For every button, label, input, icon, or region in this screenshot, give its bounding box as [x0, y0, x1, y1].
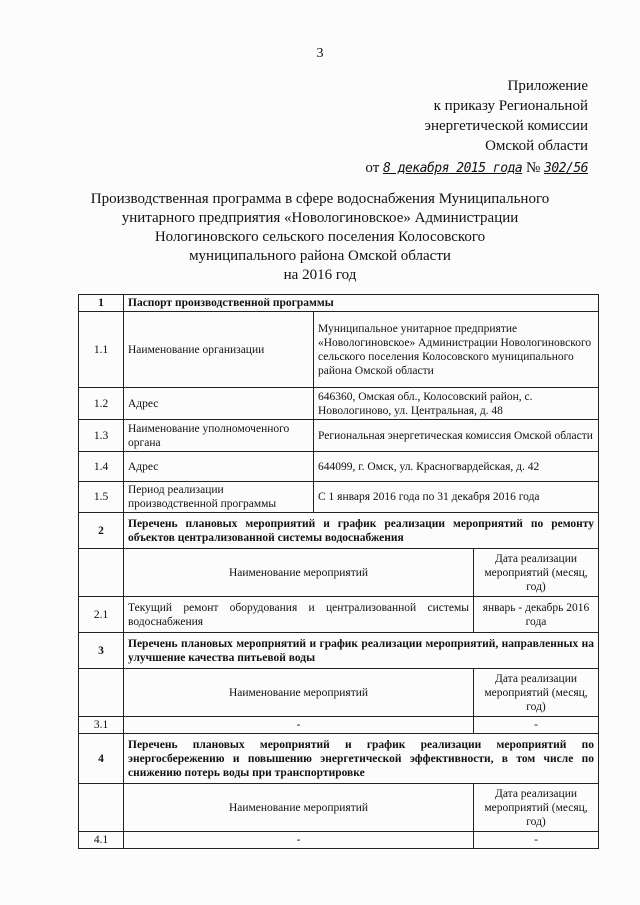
- appendix-line: Омской области: [485, 138, 588, 154]
- row-label: Адрес: [124, 388, 314, 420]
- title-line: Нологиновского сельского поселения Колосовского: [154, 229, 486, 245]
- row-value: 646360, Омская обл., Колосовский район, с. Новологиново, ул. Центральная, д. 48: [314, 388, 599, 420]
- order-date-line: [365, 158, 588, 179]
- table-row: [79, 452, 599, 482]
- appendix-line: к приказу Региональной: [433, 98, 588, 114]
- table-row: [79, 388, 599, 420]
- date-prefix: от: [365, 160, 380, 176]
- row-label: Адрес: [124, 452, 314, 482]
- row-value: 644099, г. Омск, ул. Красногвардейская, д. 42: [314, 452, 599, 482]
- title-line: на 2016 год: [283, 267, 357, 283]
- section-title: Паспорт производственной программы: [124, 295, 599, 312]
- title-line: Производственная программа в сфере водоснабжения Муниципального: [90, 191, 550, 207]
- row-number: 3.1: [79, 717, 124, 734]
- table-row: [79, 312, 599, 388]
- order-number-handwritten: 302/56: [544, 161, 588, 176]
- row-number: 4.1: [79, 832, 124, 849]
- title-line: муниципального района Омской области: [189, 248, 451, 264]
- page-number: 3: [316, 46, 324, 61]
- section-header-row: [79, 513, 599, 549]
- row-number: 1.2: [79, 388, 124, 420]
- title-line: унитарного предприятия «Новологиновское» Администрации: [121, 210, 519, 226]
- row-number: 1.3: [79, 420, 124, 452]
- section-header-row: [79, 295, 599, 312]
- appendix-header: [365, 76, 588, 179]
- document-title: [60, 190, 580, 285]
- column-header-date: Дата реализации мероприятий (месяц, год): [474, 669, 599, 717]
- section-number: 4: [79, 734, 124, 784]
- section-title: Перечень плановых мероприятий и график реализации мероприятий, направленных на улучшение качества питьевой воды: [124, 633, 599, 669]
- row-measure: -: [124, 717, 474, 734]
- row-value: Региональная энергетическая комиссия Омской области: [314, 420, 599, 452]
- table-row: [79, 717, 599, 734]
- appendix-line: энергетической комиссии: [424, 118, 588, 134]
- row-value: С 1 января 2016 года по 31 декабря 2016 года: [314, 482, 599, 513]
- section-number: 3: [79, 633, 124, 669]
- row-value: Муниципальное унитарное предприятие «Новологиновское» Администрации Новологиновского сельского поселения Колосовского муниципального района Омской области: [314, 312, 599, 388]
- row-number: 1.5: [79, 482, 124, 513]
- order-date-handwritten: 8 декабря 2015 года: [383, 161, 523, 176]
- column-header-name: Наименование мероприятий: [124, 549, 474, 597]
- column-header-name: Наименование мероприятий: [124, 669, 474, 717]
- row-label: Наименование уполномоченного органа: [124, 420, 314, 452]
- column-header-row: [79, 784, 599, 832]
- column-header-date: Дата реализации мероприятий (месяц, год): [474, 549, 599, 597]
- number-prefix: №: [525, 160, 541, 176]
- row-date: -: [474, 717, 599, 734]
- section-title: Перечень плановых мероприятий и график реализации мероприятий по ремонту объектов централизованной системы водоснабжения: [124, 513, 599, 549]
- column-header-row: [79, 549, 599, 597]
- row-measure: Текущий ремонт оборудования и централизованной системы водоснабжения: [124, 597, 474, 633]
- column-header-row: [79, 669, 599, 717]
- program-table: [78, 294, 599, 849]
- appendix-line: Приложение: [507, 78, 588, 94]
- column-header-name: Наименование мероприятий: [124, 784, 474, 832]
- row-date: -: [474, 832, 599, 849]
- table-row: [79, 482, 599, 513]
- row-label: Период реализации производственной программы: [124, 482, 314, 513]
- table-row: [79, 597, 599, 633]
- section-header-row: [79, 633, 599, 669]
- section-title: Перечень плановых мероприятий и график реализации мероприятий по энергосбережению и повышению энергетической эффективности, в том числе по снижению потерь воды при транспортировке: [124, 734, 599, 784]
- row-number: 1.1: [79, 312, 124, 388]
- row-label: Наименование организации: [124, 312, 314, 388]
- section-number: 1: [79, 295, 124, 312]
- section-header-row: [79, 734, 599, 784]
- row-number: 2.1: [79, 597, 124, 633]
- row-date: январь - декабрь 2016 года: [474, 597, 599, 633]
- section-number: 2: [79, 513, 124, 549]
- row-number: 1.4: [79, 452, 124, 482]
- table-row: [79, 420, 599, 452]
- column-header-date: Дата реализации мероприятий (месяц, год): [474, 784, 599, 832]
- table-row: [79, 832, 599, 849]
- row-measure: -: [124, 832, 474, 849]
